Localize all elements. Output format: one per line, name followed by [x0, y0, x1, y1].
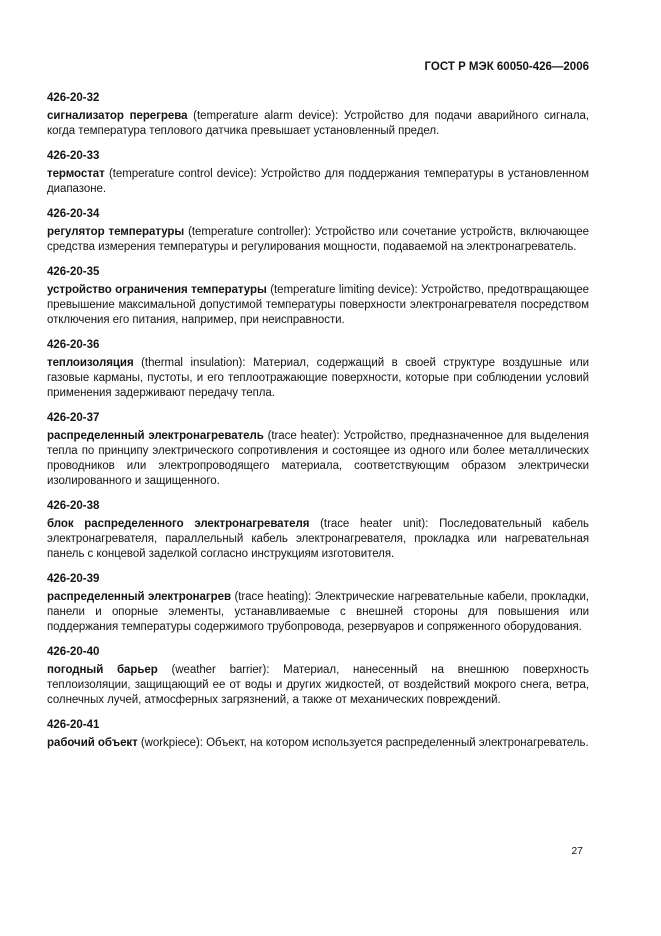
term-entry — [47, 265, 589, 328]
entry-term-en: (trace heater): — [267, 430, 340, 442]
entry-text: Материал, нанесенный на внешнюю поверхность теплоизоляции, защищающий ее от воды и других жидкостей, от воздействий мокрого снега, ветра, солнечных лучей, атмосферных загрязнений, а также от механических повреждений. — [47, 664, 589, 706]
entry-number: 426-20-41 — [47, 719, 100, 731]
entry-number: 426-20-39 — [47, 573, 100, 585]
term-entry — [47, 718, 589, 751]
term-entry — [47, 149, 589, 197]
entry-definition — [47, 109, 589, 139]
entry-number: 426-20-38 — [47, 500, 100, 512]
term-entry — [47, 338, 589, 401]
entry-term-en: (temperature control device): — [108, 168, 257, 180]
entry-term: погодный барьер — [47, 664, 158, 676]
entry-term-en: (trace heater unit): — [320, 518, 429, 530]
entry-definition — [47, 225, 589, 255]
entry-text: Устройство, предназначенное для выделения тепла по принципу электрического сопротивления и состоящее из одного или более металлических проводников или электропроводящего материала, соответствующим образом электрически изолированного и защищенного. — [47, 430, 589, 487]
entry-term: блок распределенного электронагревателя — [47, 518, 310, 530]
entry-text: Материал, содержащий в своей структуре воздушные или газовые карманы, пустоты, и его теплоотражающие поверхности, которые при соблюдении условий применения задерживают передачу тепла. — [47, 357, 589, 399]
entry-term-en: (thermal insulation): — [141, 357, 246, 369]
term-entry — [47, 572, 589, 635]
entry-number: 426-20-35 — [47, 266, 100, 278]
entry-definition — [47, 429, 589, 489]
entry-term: рабочий объект — [47, 737, 138, 749]
entry-definition — [47, 167, 589, 197]
term-entry — [47, 499, 589, 562]
entry-term: регулятор температуры — [47, 226, 185, 238]
entry-term-en: (temperature alarm device): — [193, 110, 339, 122]
entry-number: 426-20-36 — [47, 339, 100, 351]
entry-definition — [47, 663, 589, 708]
entry-term-en: (temperature limiting device): — [270, 284, 418, 296]
entry-text: Объект, на котором используется распределенный электронагреватель. — [206, 737, 589, 749]
entry-text: Устройство для подачи аварийного сигнала, когда температура теплового датчика превышает установленный предел. — [47, 110, 589, 137]
page-number: 27 — [571, 845, 583, 857]
entry-number: 426-20-34 — [47, 208, 100, 220]
entry-number: 426-20-32 — [47, 92, 100, 104]
term-entry — [47, 207, 589, 255]
entry-term: распределенный электронагрев — [47, 591, 231, 603]
entry-number: 426-20-33 — [47, 150, 100, 162]
entry-text: Последовательный кабель электронагревателя, параллельный кабель электронагревателя, прокладка или нагревательная панель с концевой заделкой согласно инструкциям изготовителя. — [47, 518, 589, 560]
term-entry — [47, 91, 589, 139]
entry-text: Устройство, предотвращающее превышение максимальной допустимой температуры поверхности электронагревателя посредством отключения его питания, например, при неисправности. — [47, 284, 589, 326]
entry-term: термостат — [47, 168, 105, 180]
term-entry — [47, 645, 589, 708]
entry-term: сигнализатор перегрева — [47, 110, 188, 122]
entry-text: Устройство для поддержания температуры в установленном диапазоне. — [47, 168, 589, 195]
entry-term: теплоизоляция — [47, 357, 134, 369]
entry-text: Электрические нагревательные кабели, прокладки, панели и опорные элементы, устанавливаемые с внешней стороны для повышения или поддержания температуры содержимого трубопровода, резервуаров и сопряженного оборудования. — [47, 591, 589, 633]
term-entry — [47, 411, 589, 489]
entry-text: Устройство или сочетание устройств, включающее средства измерения температуры и регулирования мощности, подаваемой на электронагреватель. — [47, 226, 589, 253]
entry-term-en: (temperature controller): — [188, 226, 312, 238]
entry-definition — [47, 517, 589, 562]
entry-term: распределенный электронагреватель — [47, 430, 264, 442]
entry-term-en: (trace heating): — [234, 591, 312, 603]
entry-term-en: (workpiece): — [140, 737, 203, 749]
document-code-header: ГОСТ Р МЭК 60050-426—2006 — [424, 61, 589, 73]
entry-definition — [47, 736, 589, 751]
entry-definition — [47, 356, 589, 401]
entry-number: 426-20-37 — [47, 412, 100, 424]
entry-term: устройство ограничения температуры — [47, 284, 267, 296]
entry-definition — [47, 283, 589, 328]
entry-definition — [47, 590, 589, 635]
entry-number: 426-20-40 — [47, 646, 100, 658]
entry-term-en: (weather barrier): — [171, 664, 270, 676]
